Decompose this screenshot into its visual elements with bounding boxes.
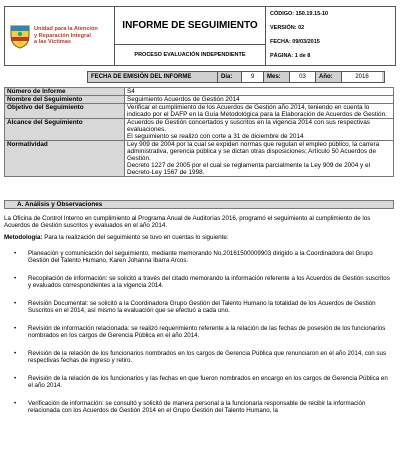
issue-date-bar bbox=[87, 71, 385, 83]
regulation-item: Decreto 1227 de 2005 por el cual se reglamenta parcialmente la Ley 909 de 2004 y el Decreto-Ley 1567 de 1998. bbox=[127, 162, 371, 176]
methodology-list bbox=[14, 250, 394, 425]
table-row bbox=[5, 141, 394, 177]
date-label: FECHA: 09/03/2015 bbox=[270, 39, 320, 45]
table-row bbox=[5, 88, 394, 96]
methodology-text: Para la realización del seguimiento se tuvo en cuentas lo siguiente: bbox=[42, 234, 229, 241]
logo-cell bbox=[5, 7, 115, 65]
list-item: • Recopilación de información: se solicitó a través del citado memorando la información referente a los Acuerdos de Gestión suscritos y evaluados correspondientes a la vigencia 2014. bbox=[14, 275, 394, 289]
methodology-paragraph bbox=[4, 234, 394, 241]
scope-value bbox=[125, 119, 394, 141]
list-item: • Revisión Documental: se solicitó a la Coordinadora Grupo Gestión del Talento Humano la totalidad de los Acuerdos de Gestión Suscritos en el 2014, así mismo la evaluación que se efectuó a cada uno. bbox=[14, 300, 394, 314]
document-title: INFORME DE SEGUIMIENTO bbox=[115, 7, 265, 45]
document-header bbox=[4, 6, 396, 66]
version-label: VERSIÓN: 02 bbox=[270, 25, 305, 31]
follow-up-name-value: Seguimiento Acuerdos de Gestión 2014 bbox=[125, 96, 394, 104]
objective-value: Verificar el cumplimiento de los Acuerdos de Gestión año 2014, teniendo en cuenta lo indicado por el DAFP en la Guía Metodológica para la Elaboración de Acuerdos de Gestión. bbox=[125, 104, 394, 119]
month-label: Mes: bbox=[264, 72, 290, 82]
coat-of-arms-icon bbox=[9, 23, 31, 49]
intro-paragraph: La Oficina de Control Interno en cumplimiento al Programa Anual de Auditorías 2016, programó el seguimiento al cumplimiento de los Acuerdos de Gestión suscritos y evaluados en el año 2014. bbox=[4, 215, 371, 230]
report-info-table bbox=[4, 87, 394, 177]
logo-line: Unidad para la Atención bbox=[34, 26, 98, 33]
regulations-value bbox=[125, 141, 394, 177]
process-name: PROCESO EVALUACIÓN INDEPENDIENTE bbox=[134, 52, 246, 58]
year-value: 2016 bbox=[342, 72, 382, 82]
month-value: 03 bbox=[290, 72, 316, 82]
issue-date-label: FECHA DE EMISIÓN DEL INFORME bbox=[88, 72, 218, 82]
regulation-item: Ley 909 de 2004 por la cual se expiden normas que regulan el empleo público, la carrera administrativa, gerencia pública y se dictan otras disposiciones; Artículo 50 Acuerdos de Gestión. bbox=[127, 141, 380, 162]
code-label: CÓDIGO: 150.19.15-10 bbox=[270, 11, 329, 17]
list-item: • Revisión de la relación de los funcionarios y las fechas en que fueron nombrados en encargo en los cargos de Gerencia Pública en el año 2014. bbox=[14, 375, 394, 389]
list-item: • Planeación y comunicación del seguimiento, mediante memorando No.20161500009903 dirigido a la Coordinadora del Grupo Gestión del Talento Humano, Karen Johanna Ibarra Arcos. bbox=[14, 250, 394, 264]
report-number-value: S4 bbox=[125, 88, 394, 96]
list-item: • Revisión de la relación de los funcionarios nombrados en los cargos de Gerencia Pública que renunciaron en el año 2014, con sus respectivas fechas de ingreso y retiro. bbox=[14, 350, 394, 364]
table-row bbox=[5, 119, 394, 141]
year-label: Año: bbox=[316, 72, 342, 82]
methodology-label: Metodología: bbox=[4, 234, 43, 241]
day-label: Día: bbox=[218, 72, 242, 82]
logo-text bbox=[34, 26, 98, 45]
regulations-label: Normatividad bbox=[5, 141, 125, 177]
objective-label: Objetivo del Seguimiento bbox=[5, 104, 125, 119]
table-row bbox=[5, 96, 394, 104]
document-meta bbox=[266, 7, 395, 65]
section-heading: A. Análisis y Observaciones bbox=[4, 200, 394, 209]
list-item: • Revisión de información relacionada: se realizó requerimiento referente a la relación de las fechas de posesión de los funcionarios nombrados en los cargos de Gerencia Pública en el año 2014. bbox=[14, 325, 394, 339]
scope-cutoff: El seguimiento se realizó con corte a 31 de diciembre de 2014 bbox=[127, 133, 304, 140]
logo-line: a las Víctimas bbox=[34, 39, 72, 46]
list-item: • Verificación de información: se consultó y solicitó de manera personal a la funcionaria responsable de recibir la información relacionada con los Acuerdos de Gestión 2014 en el Grupo Gestión del Talento Humano, la bbox=[14, 400, 394, 414]
table-row bbox=[5, 104, 394, 119]
page-label: PÁGINA: 1 de 8 bbox=[270, 53, 311, 59]
day-value: 9 bbox=[242, 72, 264, 82]
report-number-label: Número de Informe bbox=[5, 88, 125, 96]
scope-text: Acuerdos de Gestión concertados y suscritos en la vigencia 2014 con sus respectivas evaluaciones. bbox=[127, 119, 370, 133]
follow-up-name-label: Nombre del Seguimiento bbox=[5, 96, 125, 104]
logo-line: y Reparación Integral bbox=[34, 32, 91, 39]
scope-label: Alcance del Seguimiento bbox=[5, 119, 125, 141]
title-cell bbox=[115, 7, 266, 65]
